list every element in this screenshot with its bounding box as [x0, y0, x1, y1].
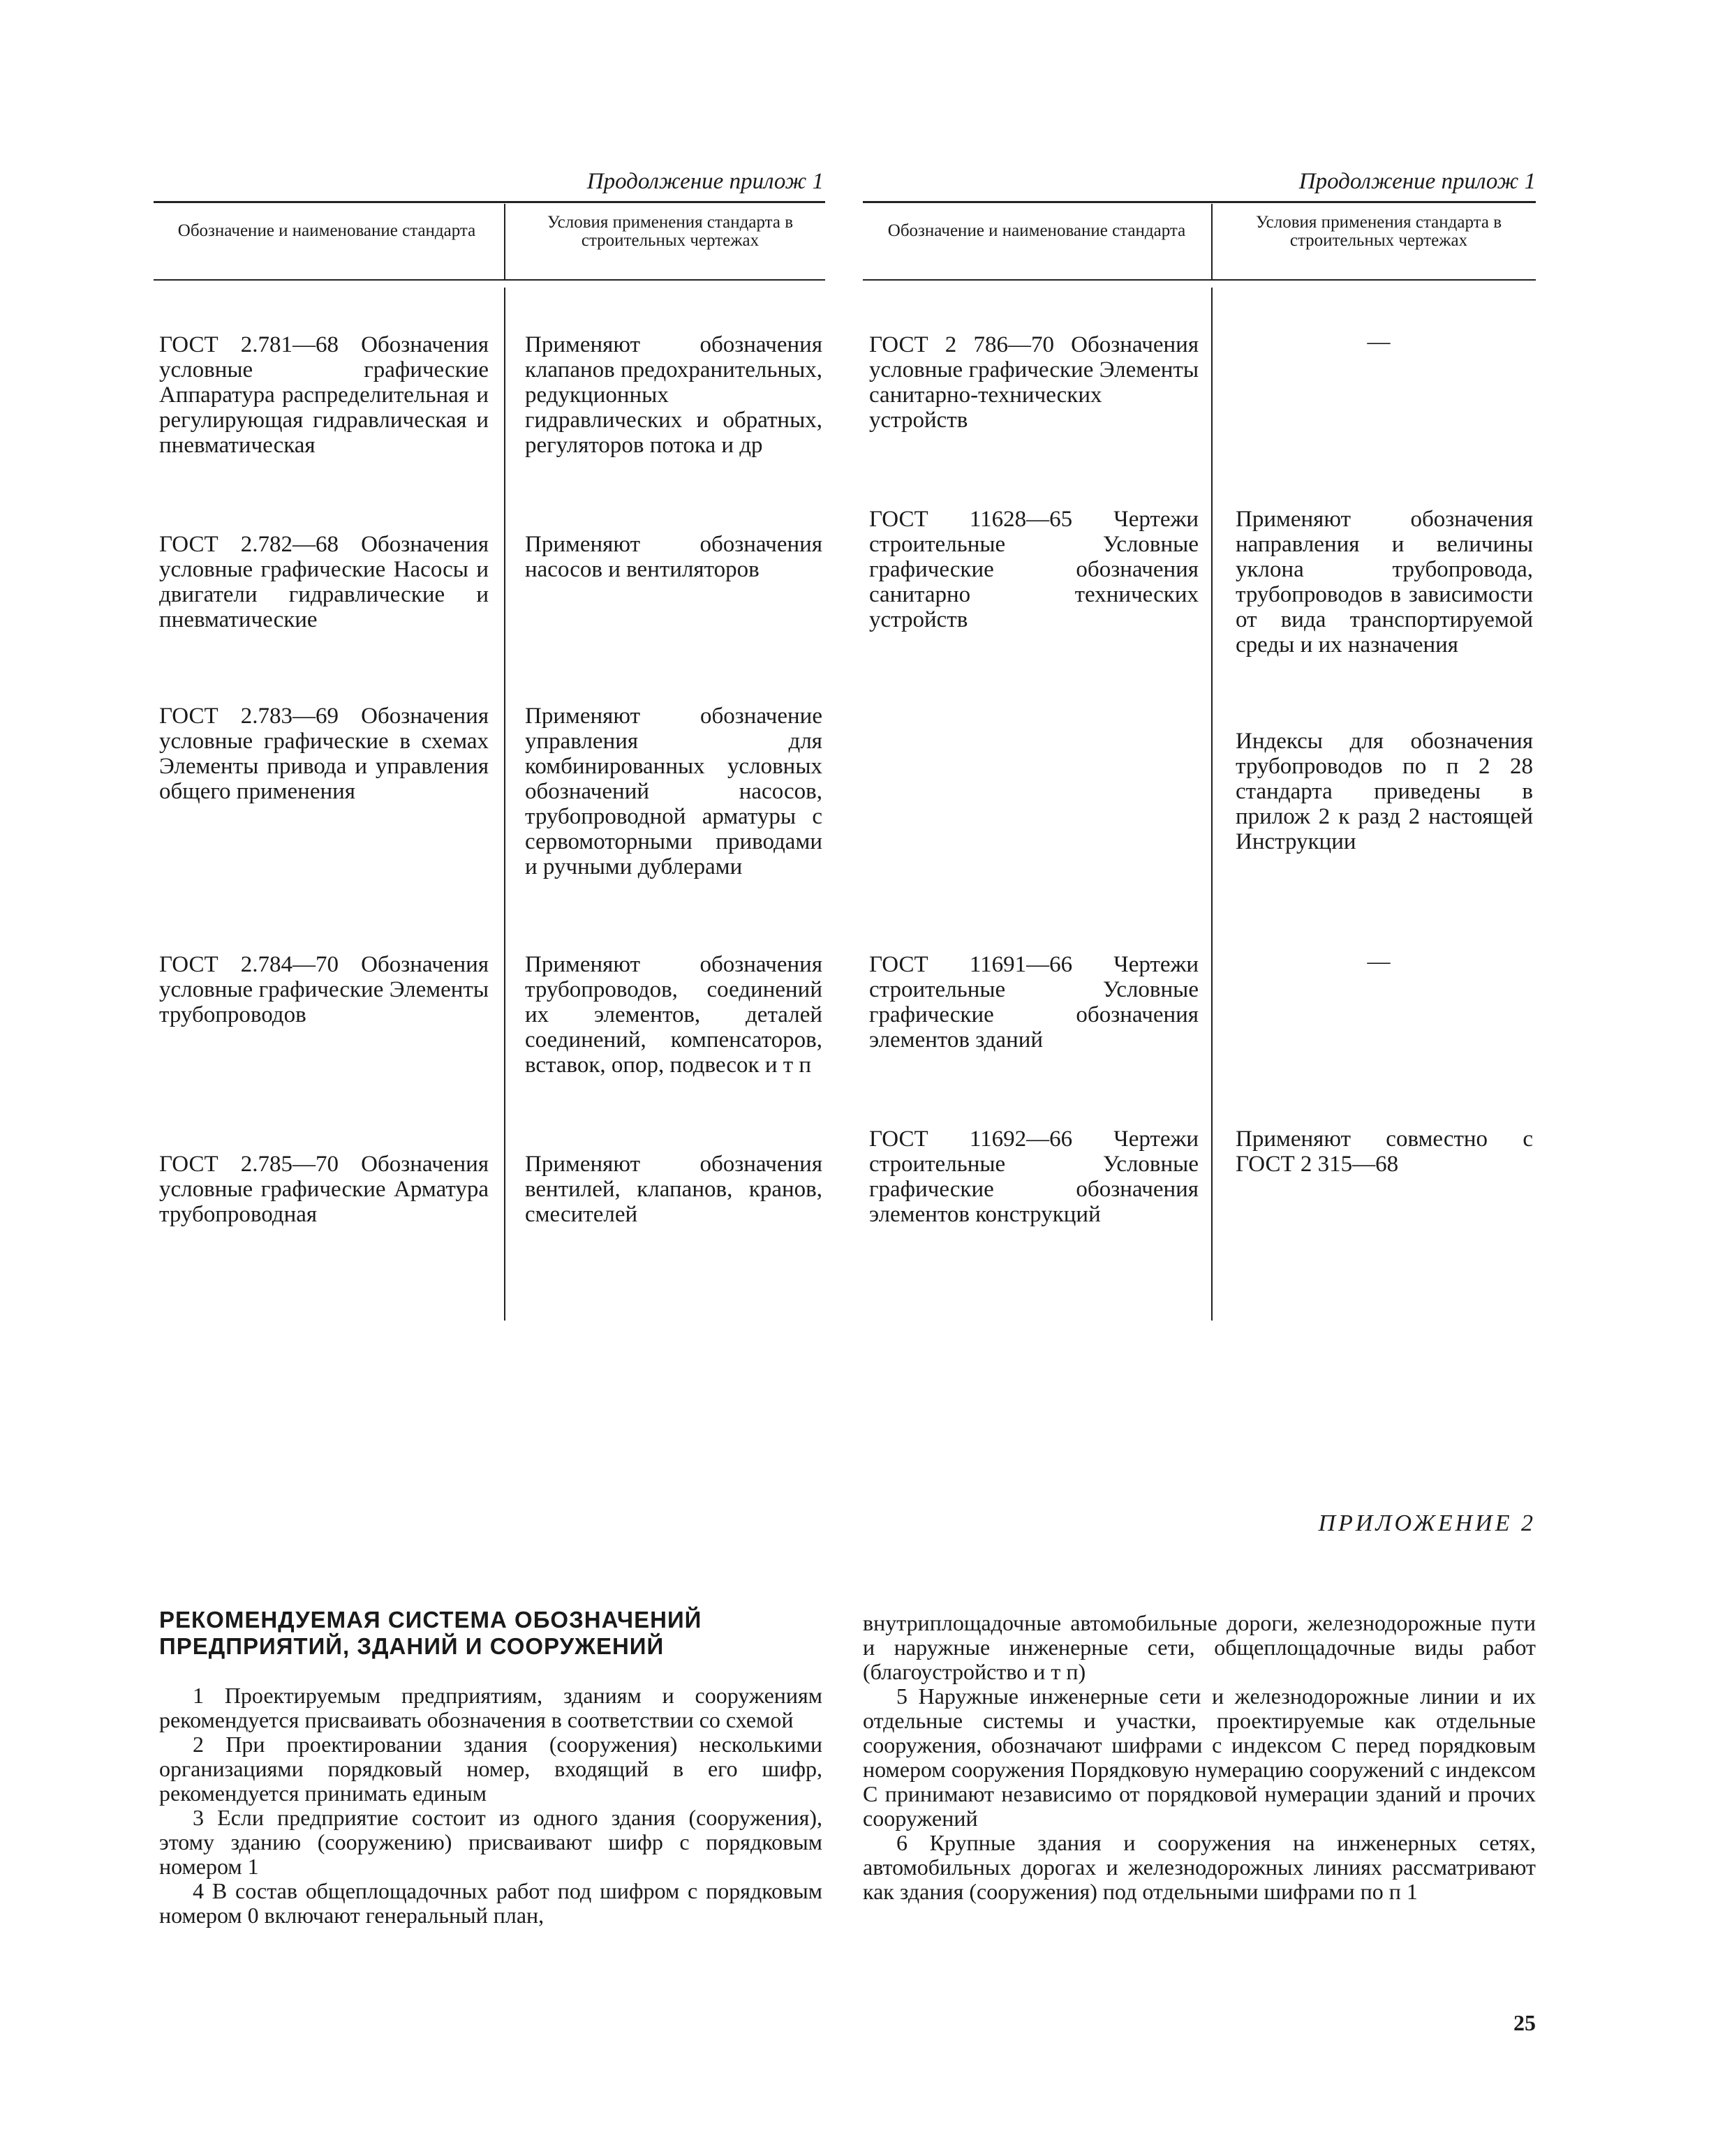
- left-table-header-rule: [154, 279, 825, 281]
- right-row-3-condition: Индексы для обозначения трубопроводов по п 2 28 стандарта приведены в прилож 2 к разд 2 настоящей Инструкции: [1236, 729, 1533, 854]
- appendix-left-column: [159, 1683, 822, 1928]
- appendix-title-line-2: ПРЕДПРИЯТИЙ, ЗДАНИЙ И СООРУЖЕНИЙ: [159, 1633, 665, 1659]
- left-header-standard: Обозначение и наименование стандарта: [177, 221, 476, 240]
- right-row-4-condition: —: [1367, 949, 1391, 974]
- appendix-paragraph-3: 3 Если предприятие состоит из одного здания (сооружения), этому зданию (сооружению) присваивают шифр с порядковым номером 1: [159, 1805, 822, 1879]
- appendix-paragraph-4-continued: внутриплощадочные автомобильные дороги, железнодорожные пути и наружные инженерные сети, общеплощадочные виды работ (благоустройство и т п): [863, 1610, 1536, 1684]
- left-row-3-condition: Применяют обозначение управления для комбинированных условных обозначений насосов, трубопроводной арматуры с сервомоторными приводами и ручными дублерами: [525, 704, 822, 879]
- appendix-paragraph-6: 6 Крупные здания и сооружения на инженерных сетях, автомобильных дорогах и железнодорожных линиях рассматривают как здания (сооружения) под отдельными шифрами по п 1: [863, 1830, 1536, 1904]
- appendix-paragraph-5: 5 Наружные инженерные сети и железнодорожные линии и их отдельные системы и участки, проектируемые как отдельные сооружения, обозначают шифрами с индексом С перед порядковым номером сооружения Порядковую нумерацию сооружений с индексом С принимают независимо от порядковой нумерации зданий и прочих сооружений: [863, 1683, 1536, 1831]
- continuation-label-right: Продолжение прилож 1: [1298, 169, 1536, 194]
- left-row-4-condition: Применяют обозначения трубопроводов, соединений их элементов, деталей соединений, компенсаторов, вставок, опор, подвесок и т п: [525, 952, 822, 1078]
- appendix-right-column: [863, 1611, 1536, 1904]
- right-row-1-standard: ГОСТ 2 786—70 Обозначения условные графические Элементы санитарно-технических устройств: [869, 332, 1199, 433]
- appendix-title: [159, 1607, 787, 1660]
- left-row-2-standard: ГОСТ 2.782—68 Обозначения условные графические Насосы и двигатели гидравлические и пневматические: [159, 532, 489, 632]
- left-row-1-condition: Применяют обозначения клапанов предохранительных, редукционных гидравлических и обратных, регуляторов потока и др: [525, 332, 822, 458]
- appendix-paragraph-1: 1 Проектируемым предприятиям, зданиям и сооружениям рекомендуется присваивать обозначения в соответствии со схемой: [159, 1683, 822, 1732]
- right-row-5-standard: ГОСТ 11692—66 Чертежи строительные Условные графические обозначения элементов конструкций: [869, 1127, 1199, 1227]
- right-row-2-condition: Применяют обозначения направления и величины уклона трубопровода, трубопроводов в зависимости от вида транспортируемой среды и их назначения: [1236, 507, 1533, 657]
- right-row-1-condition: —: [1367, 329, 1391, 355]
- right-row-4-standard: ГОСТ 11691—66 Чертежи строительные Условные графические обозначения элементов зданий: [869, 952, 1199, 1053]
- appendix-title-line-1: РЕКОМЕНДУЕМАЯ СИСТЕМА ОБОЗНАЧЕНИЙ: [159, 1607, 702, 1633]
- appendix-paragraph-4: 4 В состав общеплощадочных работ под шифром с порядковым номером 0 включают генеральный план,: [159, 1878, 822, 1928]
- left-row-5-standard: ГОСТ 2.785—70 Обозначения условные графические Арматура трубопроводная: [159, 1152, 489, 1227]
- right-table-header-divider: [1211, 204, 1213, 279]
- right-header-standard: Обозначение и наименование стандарта: [887, 221, 1186, 240]
- right-table-top-rule: [863, 201, 1536, 203]
- right-table-column-divider: [1211, 288, 1213, 1321]
- continuation-label-left: Продолжение прилож 1: [586, 169, 824, 194]
- left-row-1-standard: ГОСТ 2.781—68 Обозначения условные графические Аппаратура распределительная и регулирующая гидравлическая и пневматическая: [159, 332, 489, 458]
- left-row-2-condition: Применяют обозначения насосов и вентиляторов: [525, 532, 822, 582]
- left-row-5-condition: Применяют обозначения вентилей, клапанов, кранов, смесителей: [525, 1152, 822, 1227]
- right-row-2-standard: ГОСТ 11628—65 Чертежи строительные Условные графические обозначения санитарно технических устройств: [869, 507, 1199, 632]
- appendix-paragraph-2: 2 При проектировании здания (сооружения) несколькими организациями порядковый номер, входящий в его шифр, рекомендуется принимать единым: [159, 1732, 822, 1806]
- page-number: 25: [1513, 2010, 1536, 2035]
- left-row-3-standard: ГОСТ 2.783—69 Обозначения условные графические в схемах Элементы привода и управления общего применения: [159, 704, 489, 804]
- left-row-4-standard: ГОСТ 2.784—70 Обозначения условные графические Элементы трубопроводов: [159, 952, 489, 1027]
- right-header-conditions: Условия применения стандарта в строительных чертежах: [1255, 213, 1502, 250]
- left-header-conditions: Условия применения стандарта в строительных чертежах: [547, 213, 794, 250]
- left-table-column-divider: [504, 288, 505, 1321]
- right-row-5-condition: Применяют совместно с ГОСТ 2 315—68: [1236, 1127, 1533, 1177]
- right-table-header-rule: [863, 279, 1536, 281]
- left-table-top-rule: [154, 201, 825, 203]
- left-table-header-divider: [504, 204, 505, 279]
- appendix-label: ПРИЛОЖЕНИЕ 2: [1318, 1510, 1536, 1536]
